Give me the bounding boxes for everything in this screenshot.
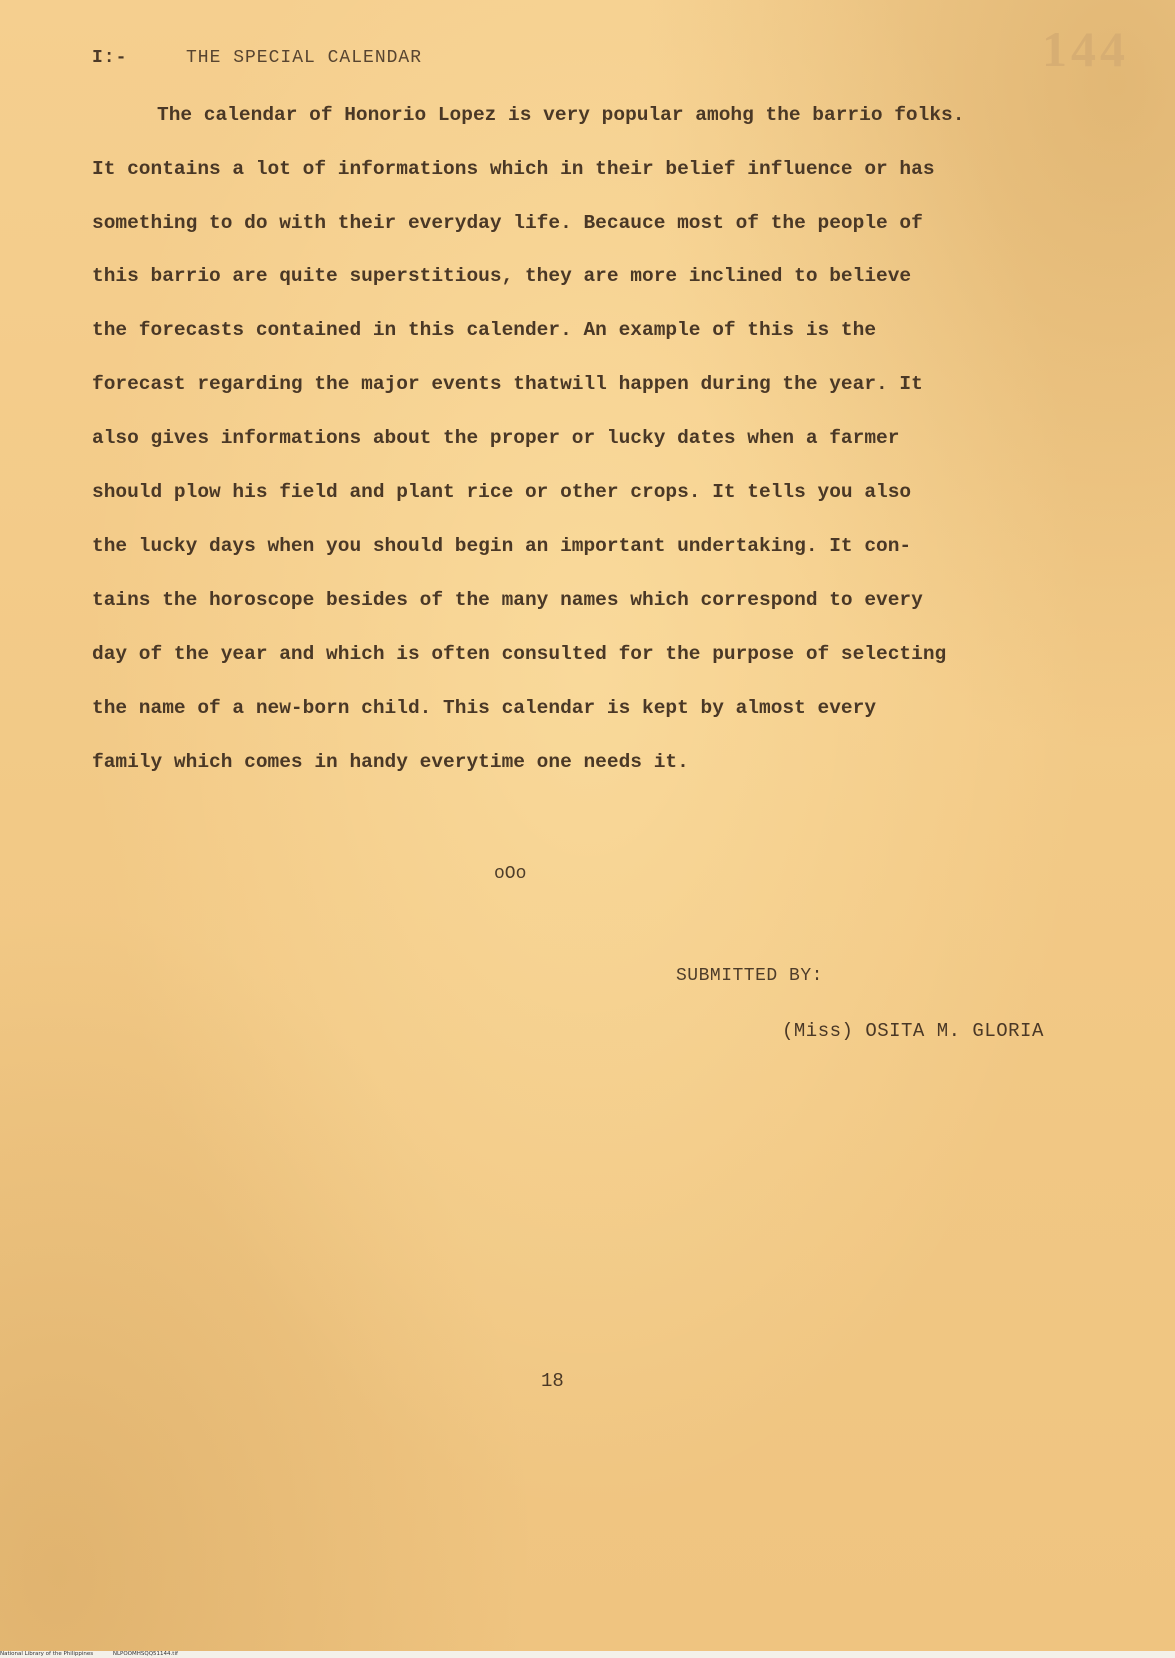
- body-line: something to do with their everyday life. Becauce most of the people of: [92, 212, 923, 234]
- footer-file-name: NLPOOMHSQQ51144.tif: [112, 1651, 178, 1657]
- submitted-by-label: SUBMITTED BY:: [676, 966, 823, 986]
- section-id: I:-: [92, 48, 128, 68]
- body-line: family which comes in handy everytime one needs it.: [92, 751, 689, 773]
- body-line: this barrio are quite superstitious, they are more inclined to believe: [92, 265, 912, 287]
- page-number: 18: [541, 1370, 564, 1392]
- body-line: also gives informations about the proper or lucky dates when a farmer: [92, 427, 900, 449]
- body-line: The calendar of Honorio Lopez is very popular amohg the barrio folks.: [157, 104, 965, 126]
- submitter-name: (Miss) OSITA M. GLORIA: [782, 1020, 1044, 1042]
- body-line: the lucky days when you should begin an important undertaking. It con-: [92, 535, 912, 557]
- body-line: day of the year and which is often consulted for the purpose of selecting: [92, 643, 947, 665]
- body-line: the name of a new-born child. This calendar is kept by almost every: [92, 697, 877, 719]
- section-separator: oOo: [494, 864, 527, 884]
- body-line: forecast regarding the major events thatwill happen during the year. It: [92, 373, 923, 395]
- footer-library: National Library of the Philippines: [0, 1651, 94, 1657]
- footer: [0, 1651, 196, 1658]
- body-line: tains the horoscope besides of the many names which correspond to every: [92, 589, 923, 611]
- archive-stamp-number: 144: [1042, 21, 1129, 77]
- body-line: the forecasts contained in this calender. An example of this is the: [92, 319, 877, 341]
- section-title: THE SPECIAL CALENDAR: [186, 48, 423, 68]
- body-line: It contains a lot of informations which in their belief influence or has: [92, 158, 935, 180]
- body-line: should plow his field and plant rice or other crops. It tells you also: [92, 481, 912, 503]
